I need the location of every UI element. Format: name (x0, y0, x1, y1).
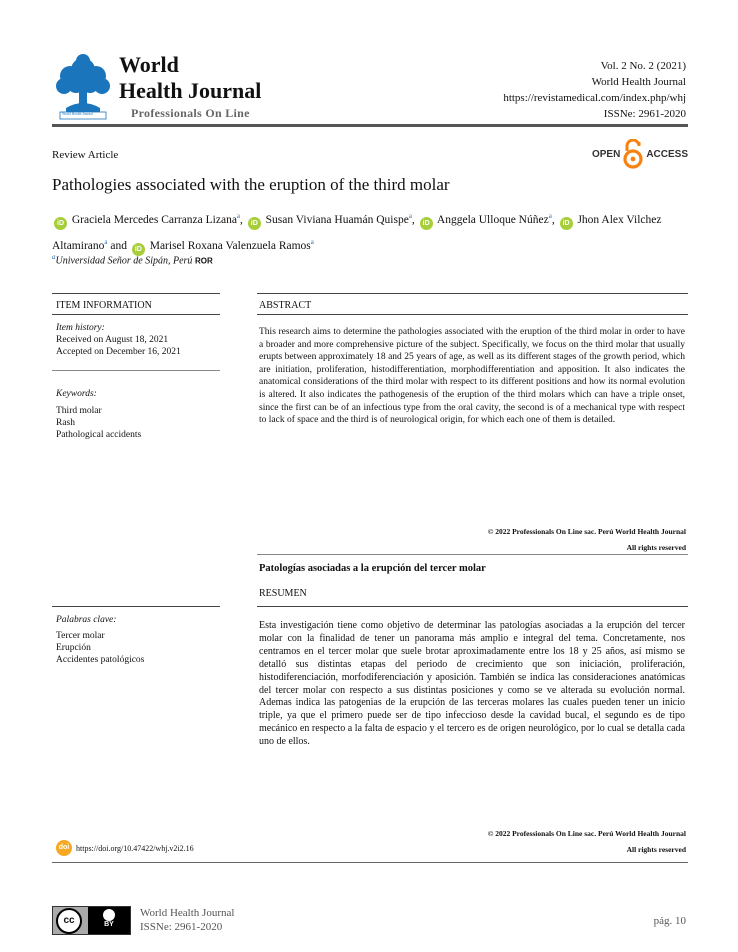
author-separator: , (240, 213, 243, 226)
keyword-item: Erupción (56, 643, 91, 653)
keyword-item: Pathological accidents (56, 430, 142, 440)
keyword-item: Tercer molar (56, 631, 105, 641)
author-name: Susan Viviana Huamán Quispe (265, 213, 409, 226)
author-entry (130, 237, 314, 253)
author-affiliation-mark: a (310, 237, 314, 246)
author-affiliation-mark: a (408, 212, 412, 220)
footer-divider (52, 862, 688, 863)
open-access-right: ACCESS (646, 148, 688, 160)
item-info-top-rule (52, 293, 220, 294)
volume-info: Vol. 2 No. 2 (2021) (600, 60, 686, 72)
footer-journal-name: World Health Journal (140, 907, 235, 919)
author-entry (246, 214, 415, 226)
resumen-rule (257, 606, 688, 607)
keywords-block (56, 388, 141, 441)
header-divider (52, 124, 688, 127)
footer-journal (140, 906, 234, 934)
received-date: Received on August 18, 2021 (56, 335, 169, 345)
author-name: Jhon Alex Vilchez Altamirano (52, 213, 662, 252)
resumen-text: Esta investigación tiene como objetivo de determinar las patologías asociadas a la erupción del tercer molar con la finalidad de tener un panorama más amplio e integral del tema. Concretamente, nos centramos en el tercer molar que suele brotar aproximadamente entre los 18 y 25 años, así mismo se detalló sus distintas etapas del periodo de crecimiento que son iniciación, proliferación, histodiferenciación, morfodiferenciación y aposición. También se indica las consideraciones anatómicas del tercer molar con respecto a sus distintas posiciones y como se ve alterada su evolución normal. Ademas indica las patogenias de la erupción de las terceras molares las cuales pueden tener un inicio triple, ya que el primero puede ser de tipo infeccioso desde la cavidad bucal, el segundo es de tipo mecánico en respecto a la falta de espacio y el tercero es de origen neurológico, por lo cual se detalla cada uno de ellos. (259, 620, 685, 748)
author-entry (418, 214, 555, 226)
abstract-top-rule (257, 293, 688, 294)
orcid-icon[interactable]: iD (248, 217, 261, 230)
affiliation-mark: a (52, 253, 56, 261)
abstract-heading: ABSTRACT (259, 300, 312, 311)
cc-icon: cc (56, 908, 82, 934)
abstract-rule (257, 314, 688, 315)
abstract-copyright (488, 524, 686, 556)
orcid-icon[interactable]: iD (560, 217, 573, 230)
journal-info (503, 58, 686, 122)
author-list (52, 205, 692, 257)
author-separator: and (107, 239, 127, 252)
orcid-icon[interactable]: iD (420, 217, 433, 230)
resumen-heading: RESUMEN (259, 588, 307, 599)
journal-name: World Health Journal (591, 76, 686, 88)
by-icon (88, 907, 130, 934)
palabras-label: Palabras clave: (56, 615, 117, 625)
doi-link[interactable] (56, 840, 194, 856)
open-access-badge (592, 139, 688, 169)
journal-tagline: Professionals On Line (131, 106, 250, 120)
rights-line: All rights reserved (626, 543, 686, 552)
author-affiliation-mark: a (548, 212, 552, 220)
keyword-item: Third molar (56, 406, 102, 416)
page-number: pág. 10 (653, 915, 686, 927)
author-name: Marisel Roxana Valenzuela Ramos (149, 239, 311, 252)
author-name: Anggela Ulloque Núñez (436, 213, 549, 226)
open-access-left: OPEN (591, 148, 621, 160)
journal-logo-text (119, 52, 261, 121)
affiliation-text: Universidad Señor de Sipán, Perú (55, 255, 193, 267)
author-name: Graciela Mercedes Carranza Lizana (71, 213, 237, 226)
journal-name-line2: Health Journal (119, 78, 262, 103)
abstract-text: This research aims to determine the pathologies associated with the eruption of the third molar in order to have a broader and more comprehensive picture of the subject. Specifically, we focus on the third molar that usually erupts between approximately 18 and 25 years of age, as well as its different stages of the growth period, which are initiation, proliferation, histodifferentiation, morphodifferentiation and apposition. It also indicates the anatomical considerations of the third molar with respect to its different positions and how its normal evolution is altered. It also indicates the pathogenesis of the eruption of the third molars which can have a triple onset, since the first can be of an infectious type from the oral cavity, the second is of a mechanical type with respect to lack of space and the third is of neurological origin, for which each one of them is detailed. (259, 327, 685, 426)
ror-icon[interactable]: ROR (194, 256, 213, 266)
palabras-block (56, 614, 144, 666)
doi-icon: doi (56, 840, 72, 856)
cc-by-license-icon[interactable] (52, 906, 131, 935)
copyright-line: © 2022 Professionals On Line sac. Perú World Health Journal (487, 527, 686, 536)
copyright-line: © 2022 Professionals On Line sac. Perú World Health Journal (487, 829, 686, 838)
keyword-item: Rash (56, 418, 75, 428)
article-title: Pathologies associated with the eruption of the third molar (52, 175, 450, 194)
rights-line: All rights reserved (626, 845, 686, 854)
keyword-item: Accidentes patológicos (56, 655, 145, 665)
affiliation (52, 253, 213, 266)
logo-caption: World Health Journal (62, 112, 93, 116)
resumen-copyright (488, 826, 686, 858)
author-separator: , (411, 213, 415, 226)
doi-text[interactable]: https://doi.org/10.47422/whj.v2i2.16 (76, 843, 194, 853)
keywords-label: Keywords: (56, 389, 97, 399)
author-entry (52, 214, 243, 226)
journal-issn: ISSNe: 2961-2020 (603, 108, 686, 120)
article-type: Review Article (52, 149, 119, 161)
item-info-rule (52, 314, 220, 315)
journal-url[interactable]: https://revistamedical.com/index.php/whj (503, 92, 686, 104)
journal-name-line1: World (119, 52, 179, 77)
open-lock-icon (623, 139, 643, 169)
history-divider (52, 370, 220, 371)
item-history (56, 322, 181, 358)
item-info-heading: ITEM INFORMATION (56, 300, 152, 311)
spanish-title: Patologías asociadas a la erupción del tercer molar (259, 563, 486, 574)
author-affiliation-mark: a (236, 212, 241, 220)
orcid-icon[interactable]: iD (54, 217, 67, 230)
author-affiliation-mark: a (104, 237, 108, 246)
palabras-rule (52, 606, 220, 607)
author-separator: , (551, 213, 555, 226)
accepted-date: Accepted on December 16, 2021 (56, 347, 181, 357)
abstract-bottom-rule (257, 554, 688, 555)
item-history-label: Item history: (56, 323, 105, 333)
by-label: BY (104, 921, 114, 928)
footer-issn: ISSNe: 2961-2020 (140, 921, 223, 933)
orcid-icon[interactable]: iD (132, 243, 145, 256)
